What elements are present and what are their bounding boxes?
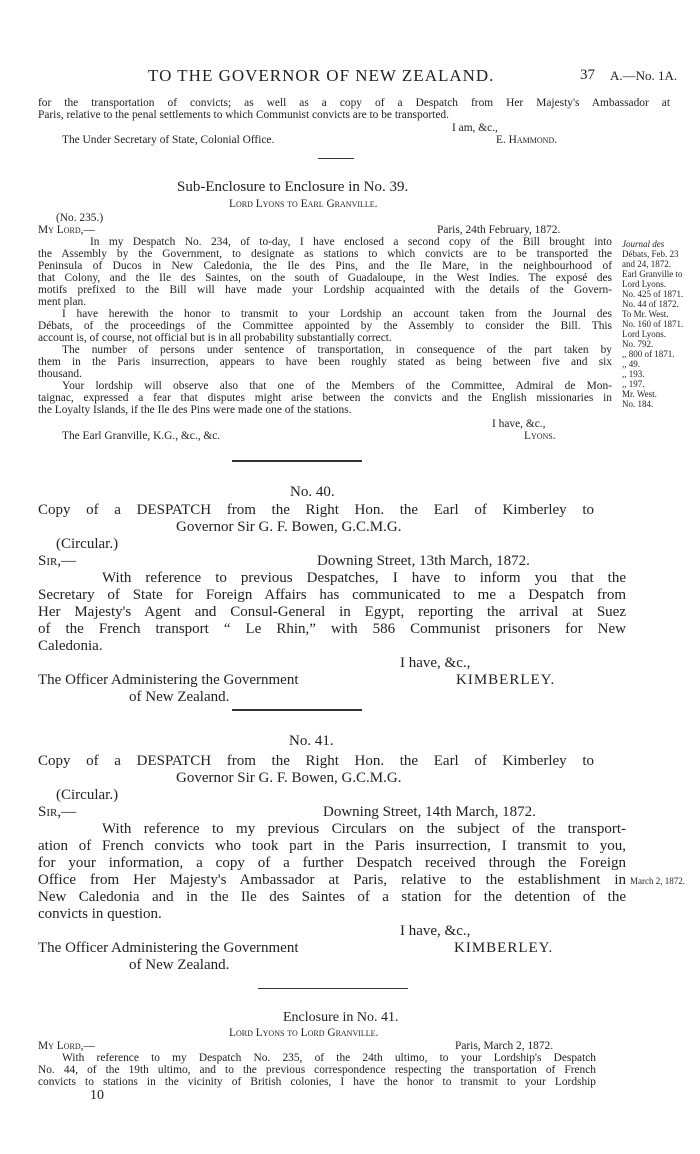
divider bbox=[232, 709, 362, 711]
body-line: the Assembly by the Government, to designate as stations to which convicts are to be transported the bbox=[38, 248, 612, 260]
margin-note: ,, 49. bbox=[622, 359, 640, 369]
despatch-41-heading-2: Governor Sir G. F. Bowen, G.C.M.G. bbox=[176, 770, 402, 786]
body-line: The number of persons under sentence of transportation, in consequence of the part taken by bbox=[62, 344, 612, 356]
place-date: Paris, 24th February, 1872. bbox=[437, 224, 561, 236]
body-line: that Colony, and the Ile des Saintes, on the south of Guadaloupe, in the West Indies. The exposé des bbox=[38, 272, 612, 284]
margin-note: To Mr. West. bbox=[622, 309, 669, 319]
body-line: Caledonia. bbox=[38, 638, 103, 654]
body-line: ation of French convicts who took part in the Paris insurrection, I transmit to you, bbox=[38, 838, 626, 854]
margin-note: Lord Lyons. bbox=[622, 279, 666, 289]
body-line: I have herewith the honor to transmit to your Lordship an account taken from the Journal des bbox=[62, 308, 612, 320]
place-date: Downing Street, 14th March, 1872. bbox=[323, 804, 536, 820]
divider bbox=[318, 158, 354, 159]
body-line: Office from Her Majesty's Ambassador at Paris, relative to the establishment in bbox=[38, 872, 626, 888]
margin-note: Journal des bbox=[622, 239, 665, 249]
addressee-2: of New Zealand. bbox=[129, 957, 230, 973]
body-line: for your information, a copy of a further Despatch received through the Foreign bbox=[38, 855, 626, 871]
page-number: 37 bbox=[580, 67, 595, 83]
body-line: them in the Paris insurrection, appears to have been roughly stated as being between five and six bbox=[38, 356, 612, 368]
enclosure-subtitle: Lord Lyons to Lord Granville. bbox=[229, 1027, 379, 1039]
margin-note: ,, 197. bbox=[622, 379, 645, 389]
body-line: Débats, of the proceedings of the Committee appointed by the Assembly to consider the Bill. This bbox=[38, 320, 612, 332]
despatch-40-body bbox=[38, 570, 626, 655]
place-date: Paris, March 2, 1872. bbox=[455, 1040, 554, 1052]
sub-enclosure-closing: I have, &c., bbox=[492, 418, 546, 430]
intro-text bbox=[38, 97, 670, 121]
sub-enclosure-subtitle: Lord Lyons to Earl Granville. bbox=[229, 198, 378, 210]
divider bbox=[258, 988, 408, 989]
body-line: No. 44, of the 19th ultimo, and to the previous correspondence respecting the transportation of French bbox=[38, 1064, 596, 1076]
salutation: My Lord,— bbox=[38, 1040, 95, 1052]
intro-addressee: The Under Secretary of State, Colonial Office. bbox=[62, 134, 275, 146]
body-line: account is, of course, not official but is in all probability substantially correct. bbox=[38, 332, 392, 344]
closing: I have, &c., bbox=[400, 655, 471, 671]
despatch-41-number: No. 41. bbox=[289, 733, 334, 749]
body-line: ment plan. bbox=[38, 296, 87, 308]
despatch-41-body bbox=[38, 821, 626, 923]
body-line: convicts in question. bbox=[38, 906, 162, 922]
margin-note: No. 792. bbox=[622, 339, 654, 349]
body-line: motifs prefixed to the Bill will have made your Lordship acquainted with the details of the Govern- bbox=[38, 284, 612, 296]
intro-signature: E. Hammond. bbox=[496, 134, 558, 146]
margin-note: Débats, Feb. 23 bbox=[622, 249, 679, 259]
body-line: Your lordship will observe also that one of the Members of the Committee, Admiral de Mon- bbox=[62, 380, 612, 392]
salutation: Sir,— bbox=[38, 553, 77, 569]
body-line: Peninsula of Ducos in New Caledonia, the Ile des Pins, and the Ile Mare, in the neighbourhood of bbox=[38, 260, 612, 272]
sub-enclosure-body bbox=[38, 236, 612, 416]
circular-label: (Circular.) bbox=[56, 787, 119, 803]
signature: KIMBERLEY. bbox=[454, 940, 554, 956]
salutation: Sir,— bbox=[38, 804, 77, 820]
margin-note: No. 425 of 1871. bbox=[622, 289, 684, 299]
enclosure-body bbox=[38, 1052, 596, 1088]
paper-reference: A.—No. 1A. bbox=[610, 68, 678, 83]
body-line: thousand. bbox=[38, 368, 82, 380]
margin-note: Lord Lyons. bbox=[622, 329, 666, 339]
margin-note: No. 160 of 1871. bbox=[622, 319, 684, 329]
salutation: My Lord,— bbox=[38, 224, 95, 236]
body-line: In my Despatch No. 234, of to-day, I have enclosed a second copy of the Bill brought into bbox=[90, 236, 612, 248]
body-line: New Caledonia and in the Ile des Saintes of a station for the detention of the bbox=[38, 889, 626, 905]
despatch-40-number: No. 40. bbox=[290, 484, 335, 500]
margin-note: ,, 800 of 1871. bbox=[622, 349, 675, 359]
intro-closing: I am, &c., bbox=[452, 122, 498, 134]
body-line: taignac, expressed a fear that disputes might arise between the convicts and the English missionaries in bbox=[38, 392, 612, 404]
body-line: With reference to my Despatch No. 235, of the 24th ultimo, to your Lordship's Despatch bbox=[62, 1052, 596, 1064]
sub-enclosure-title: Sub-Enclosure to Enclosure in No. 39. bbox=[177, 179, 409, 195]
margin-note: No. 44 of 1872. bbox=[622, 299, 679, 309]
signature: KIMBERLEY. bbox=[456, 672, 556, 688]
sub-enclosure-signature: Lyons. bbox=[524, 430, 556, 442]
despatch-41-heading: Copy of a DESPATCH from the Right Hon. the Earl of Kimberley to bbox=[38, 753, 594, 769]
place-date: Downing Street, 13th March, 1872. bbox=[317, 553, 530, 569]
addressee: The Officer Administering the Government bbox=[38, 672, 299, 688]
closing: I have, &c., bbox=[400, 923, 471, 939]
body-line: convicts to stations in the vicinity of British colonies, I have the honor to transmit to your Lordship bbox=[38, 1076, 596, 1088]
footer-number: 10 bbox=[90, 1088, 104, 1103]
margin-note: Mr. West. bbox=[622, 389, 657, 399]
margin-notes bbox=[622, 239, 683, 409]
margin-note: No. 184. bbox=[622, 399, 654, 409]
body-line: the Loyalty Islands, if the Ile des Pins were made one of the stations. bbox=[38, 404, 352, 416]
despatch-number: (No. 235.) bbox=[56, 212, 104, 224]
body-line: Secretary of State for Foreign Affairs has communicated to me a Despatch from bbox=[38, 587, 626, 603]
body-line: Her Majesty's Agent and Consul-General in Egypt, reporting the arrival at Suez bbox=[38, 604, 626, 620]
addressee-2: of New Zealand. bbox=[129, 689, 230, 705]
addressee: The Officer Administering the Government bbox=[38, 940, 299, 956]
body-line: of the French transport “ Le Rhin,” with 586 Communist prisoners for New bbox=[38, 621, 626, 637]
margin-note: March 2, 1872. bbox=[630, 876, 685, 886]
intro-line: for the transportation of convicts; as well as a copy of a Despatch from Her Majesty's Ambassador at bbox=[38, 97, 670, 109]
body-line: With reference to my previous Circulars on the subject of the transport- bbox=[102, 821, 626, 837]
intro-line: Paris, relative to the penal settlements to which Communist convicts are to be transported. bbox=[38, 109, 449, 121]
margin-note: Earl Granville to bbox=[622, 269, 683, 279]
despatch-40-heading: Copy of a DESPATCH from the Right Hon. the Earl of Kimberley to bbox=[38, 502, 594, 518]
enclosure-title: Enclosure in No. 41. bbox=[283, 1010, 399, 1025]
margin-note: and 24, 1872. bbox=[622, 259, 671, 269]
page-running-title: TO THE GOVERNOR OF NEW ZEALAND. bbox=[148, 66, 495, 85]
body-line: With reference to previous Despatches, I have to inform you that the bbox=[102, 570, 626, 586]
circular-label: (Circular.) bbox=[56, 536, 119, 552]
despatch-40-heading-2: Governor Sir G. F. Bowen, G.C.M.G. bbox=[176, 519, 402, 535]
margin-note: ,, 193. bbox=[622, 369, 645, 379]
divider bbox=[232, 460, 362, 462]
sub-enclosure-addressee: The Earl Granville, K.G., &c., &c. bbox=[62, 430, 221, 442]
